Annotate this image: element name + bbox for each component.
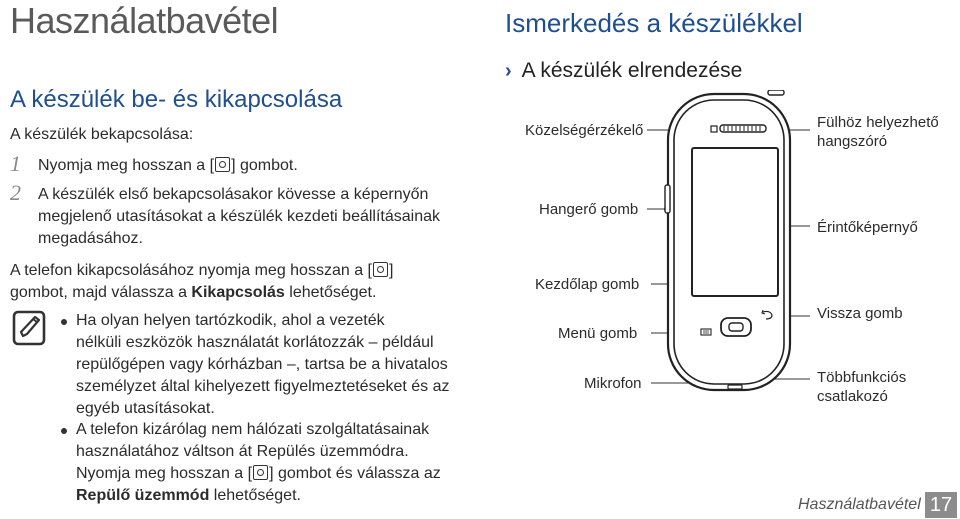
- phone-body: [665, 90, 790, 390]
- page-title: Használatbavétel: [10, 0, 279, 41]
- note-icon: [12, 310, 46, 346]
- step-number-1: 1: [10, 151, 21, 176]
- power-key-icon: [373, 262, 388, 277]
- power-key-icon: [253, 465, 268, 480]
- power-key-icon: [215, 157, 230, 172]
- label-microphone: Mikrofon: [584, 375, 642, 392]
- step-1-text: Nyomja meg hosszan a [ ] gombot.: [38, 157, 298, 174]
- label-earpiece: Fülhöz helyezhető hangszóró: [817, 114, 939, 150]
- label-proximity-sensor: Közelségérzékelő: [525, 122, 644, 139]
- label-back-key: Vissza gomb: [817, 305, 903, 322]
- right-section-title: Ismerkedés a készülékkel: [505, 8, 803, 38]
- label-menu-key: Menü gomb: [558, 325, 638, 342]
- bullet-2-marker: [61, 428, 67, 434]
- step-2-text: A készülék első bekapcsolásakor kövesse a képernyőn megjelenő utasításokat a készülék kezdeti beállításainak megadásához.: [38, 186, 441, 247]
- step-number-2: 2: [10, 180, 21, 205]
- bullet-1-marker: [61, 319, 67, 325]
- poweroff-instructions: A telefon kikapcsolásához nyomja meg hosszan a [ ] gombot, majd válassza a Kikapcsolás lehetőséget.: [10, 262, 394, 301]
- footer-section: Használatbavétel: [798, 496, 921, 513]
- page-number: 17: [925, 492, 957, 518]
- intro-text: A készülék bekapcsolása:: [10, 126, 194, 143]
- note-bullet-2: A telefon kizárólag nem hálózati szolgáltatásainak használatához váltson át Repülés üzemmódra. Nyomja meg hosszan a [ ] gombot és válassza az Repülő üzemmód lehetőséget.: [76, 421, 441, 504]
- chevron-right-icon: ›: [505, 60, 512, 82]
- label-volume-key: Hangerő gomb: [539, 201, 639, 218]
- label-touch-screen: Érintőképernyő: [817, 219, 918, 236]
- section-title: A készülék be- és kikapcsolása: [10, 86, 343, 113]
- label-multifunction-jack: Többfunkciós csatlakozó: [817, 369, 907, 405]
- label-home-key: Kezdőlap gomb: [535, 276, 640, 293]
- note-bullet-1: Ha olyan helyen tartózkodik, ahol a vezeték nélküli eszközök használatát korlátozzák – például repülőgépen vagy kórházban –, tartsa be a hivatalos személyzet által kihelyezett figyelmeztetéseket és az egyéb utasításokat.: [76, 312, 450, 417]
- layout-subtitle: › A készülék elrendezése: [505, 59, 743, 82]
